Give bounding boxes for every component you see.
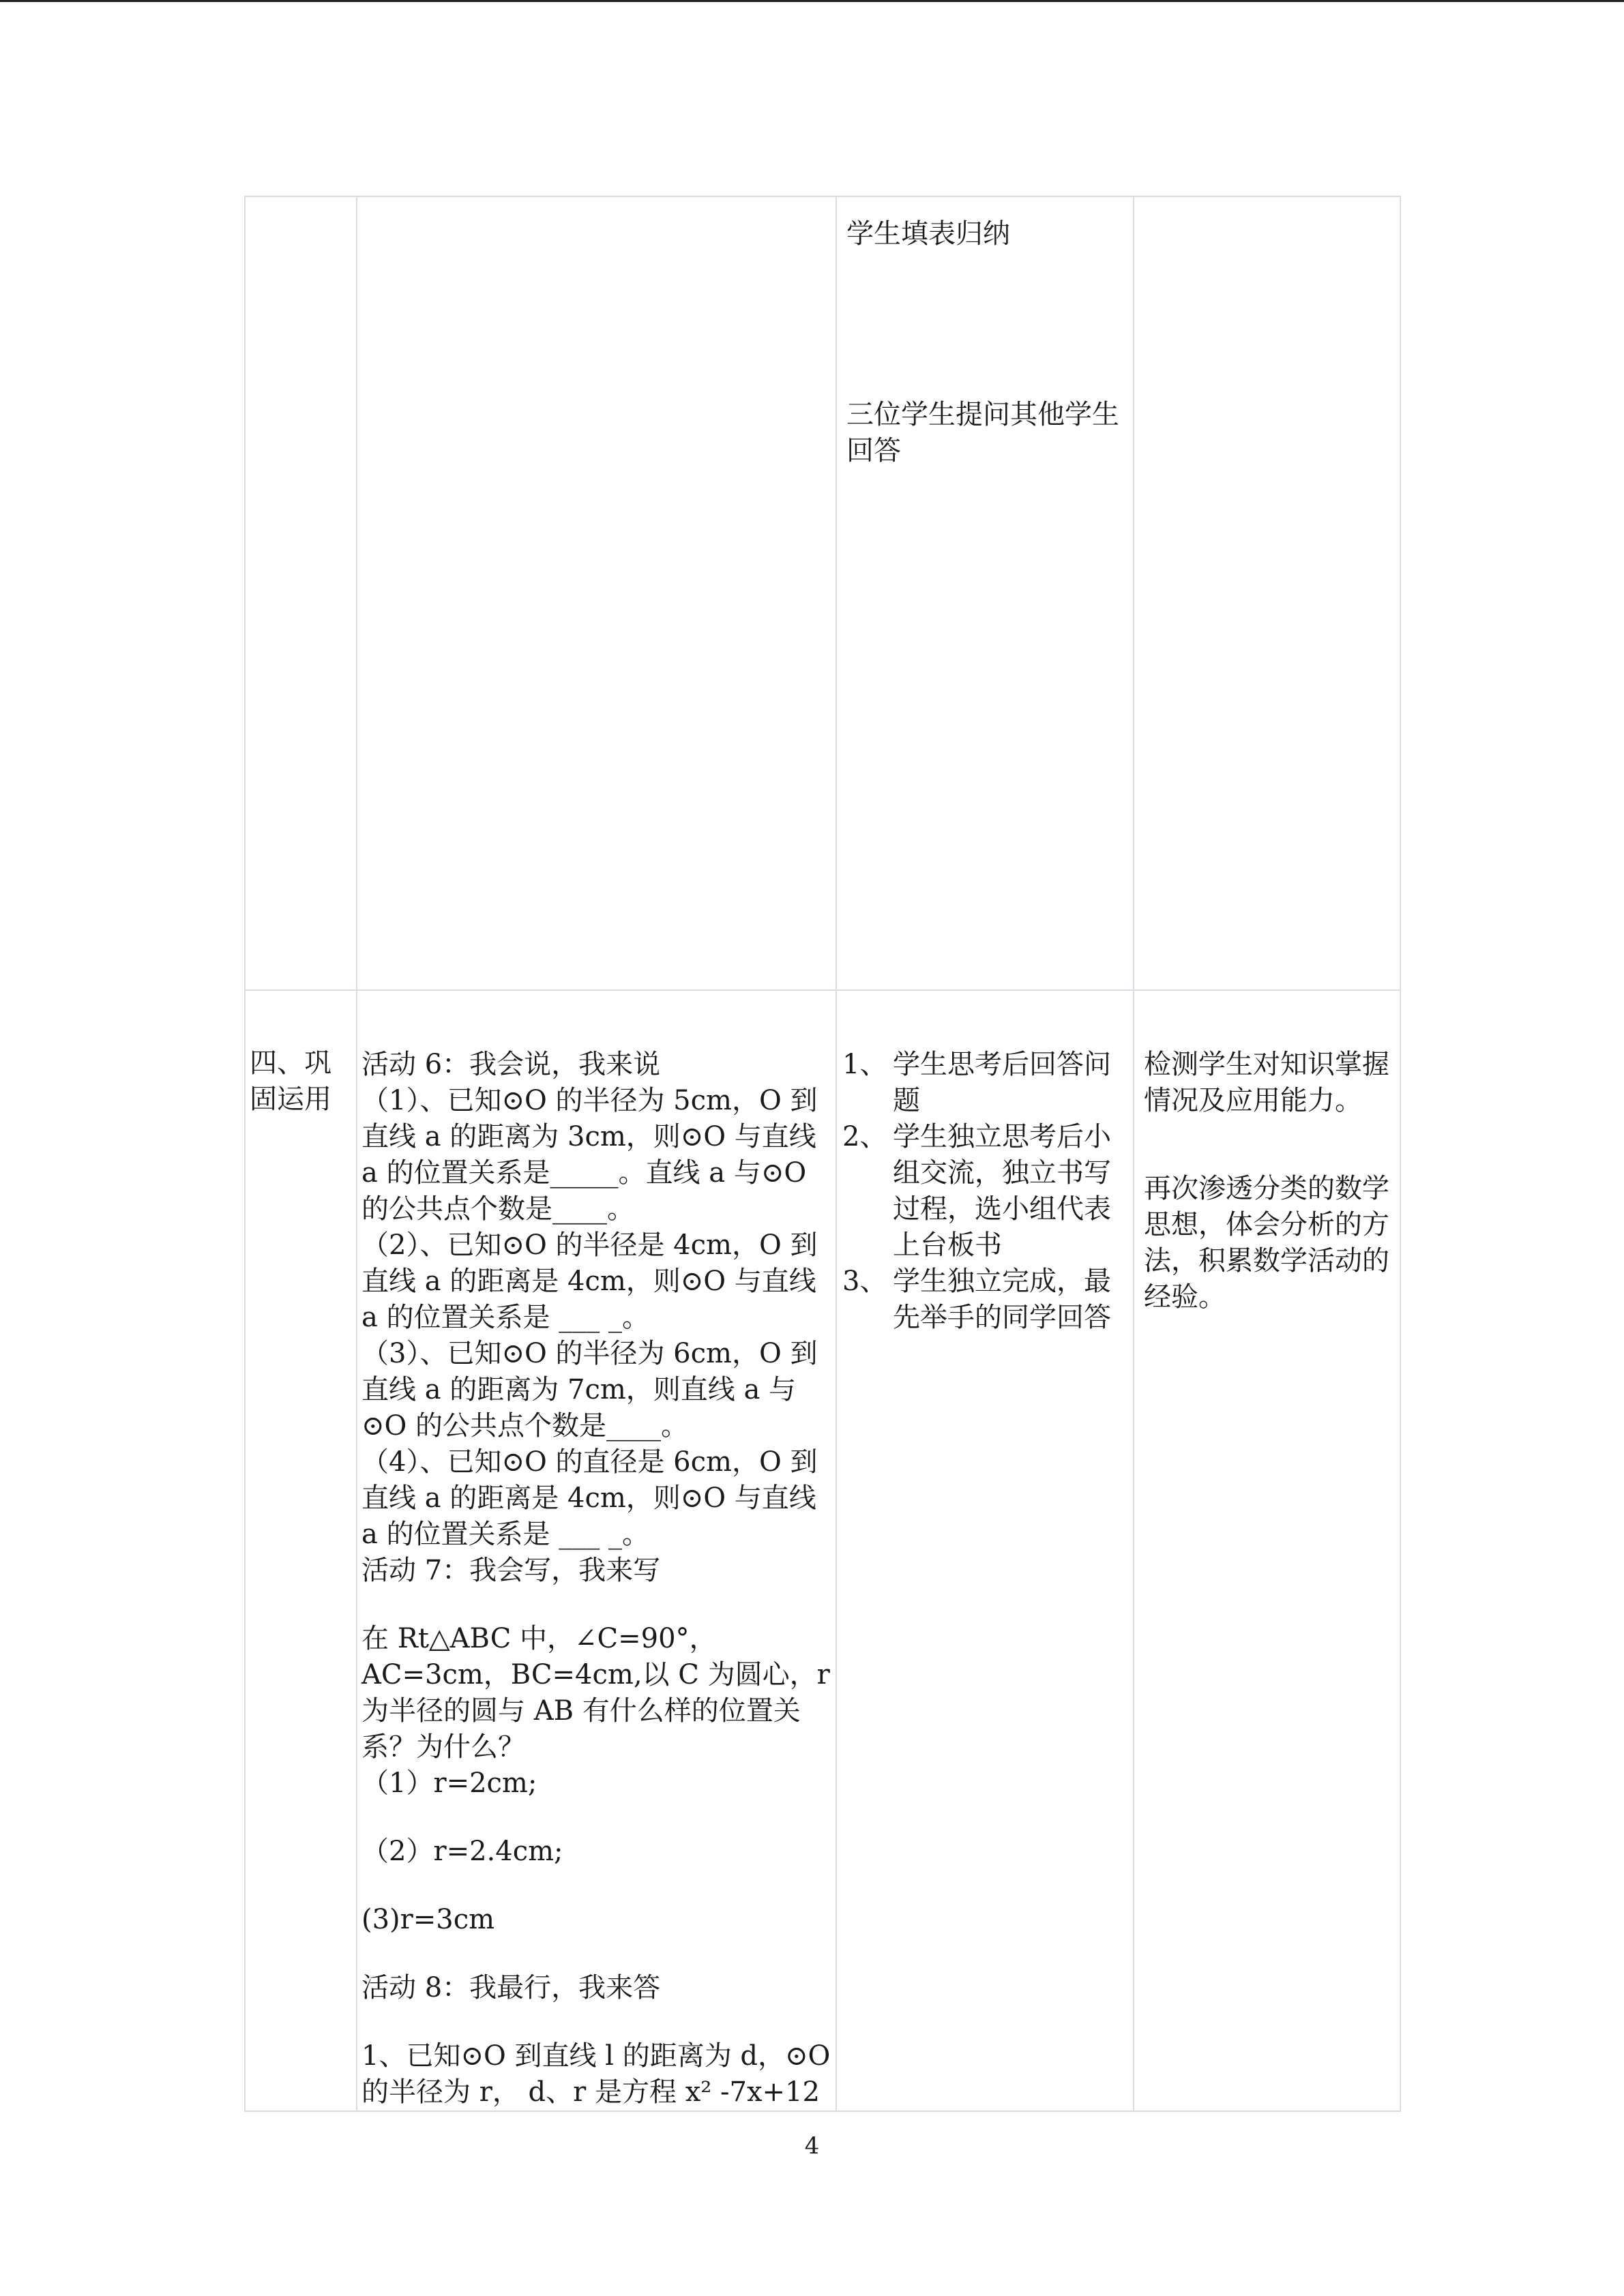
list-item: 1、 学生思考后回答问题 [842, 1049, 1111, 1116]
list-item: 3、 学生独立完成，最先举手的同学回答 [842, 1266, 1111, 1333]
student-activity-cell [836, 196, 1134, 990]
question-text: （4）、已知⊙O 的直径是 6cm，O 到直线 a 的距离是 4cm，则⊙O 与直线 a 的位置关系是 ___ _。 [361, 1446, 818, 1550]
stage-cell [245, 196, 357, 990]
table-row [245, 196, 1400, 990]
student-steps [837, 991, 1133, 1336]
question-text: （2）、已知⊙O 的半径是 4cm，O 到直线 a 的距离是 4cm，则⊙O 与直线 a 的位置关系是 ___ _。 [361, 1229, 818, 1333]
stage-label: 四、巩固运用 [250, 1047, 331, 1115]
question-text: （3）、已知⊙O 的半径为 6cm，O 到直线 a 的距离为 7cm，则直线 a 与⊙O 的公共点个数是____。 [361, 1338, 818, 1442]
student-item: 学生填表归纳 [846, 218, 1010, 250]
question-text: (3)r=3cm [361, 1904, 495, 1935]
purpose-paragraph: 检测学生对知识掌握情况及应用能力。 [1144, 1049, 1389, 1116]
activity-list [357, 991, 836, 2111]
purpose-text [1134, 991, 1400, 1315]
student-activity-cell [836, 990, 1134, 2111]
top-rule [0, 0, 1624, 2]
stage-cell [245, 990, 357, 2111]
purpose-cell [1134, 990, 1400, 2111]
table-row [245, 990, 1400, 2111]
question-text: 1、已知⊙O 到直线 l 的距离为 d，⊙O 的半径为 r， d、r 是方程 x² -7x+12 [361, 2040, 831, 2108]
list-item: 2、 学生独立思考后小组交流，独立书写过程，选小组代表上台板书 [842, 1121, 1111, 1261]
purpose-paragraph: 再次渗透分类的数学思想，体会分析的方法，积累数学活动的经验。 [1144, 1173, 1389, 1313]
activity-cell [357, 196, 836, 990]
purpose-cell [1134, 196, 1400, 990]
activity-heading: 活动 8：我最行，我来答 [361, 1972, 661, 2003]
question-text: 在 Rt△ABC 中，∠C=90°，AC=3cm，BC=4cm,以 C 为圆心，r 为半径的圆与 AB 有什么样的位置关系？为什么？ [361, 1623, 830, 1763]
page-number: 4 [804, 2132, 820, 2160]
student-item: 三位学生提问其他学生回答 [846, 399, 1119, 466]
activity-heading: 活动 7：我会写，我来写 [361, 1555, 661, 1586]
lesson-plan-table [244, 196, 1401, 2112]
activity-heading: 活动 6：我会说，我来说 [361, 1049, 661, 1080]
question-text: （1）、已知⊙O 的半径为 5cm，O 到直线 a 的距离为 3cm，则⊙O 与直线 a 的位置关系是_____。直线 a 与⊙O 的公共点个数是____。 [361, 1085, 818, 1225]
question-text: （1）r=2cm; [361, 1768, 537, 1799]
question-text: （2）r=2.4cm; [361, 1836, 563, 1867]
activity-cell [357, 990, 836, 2111]
